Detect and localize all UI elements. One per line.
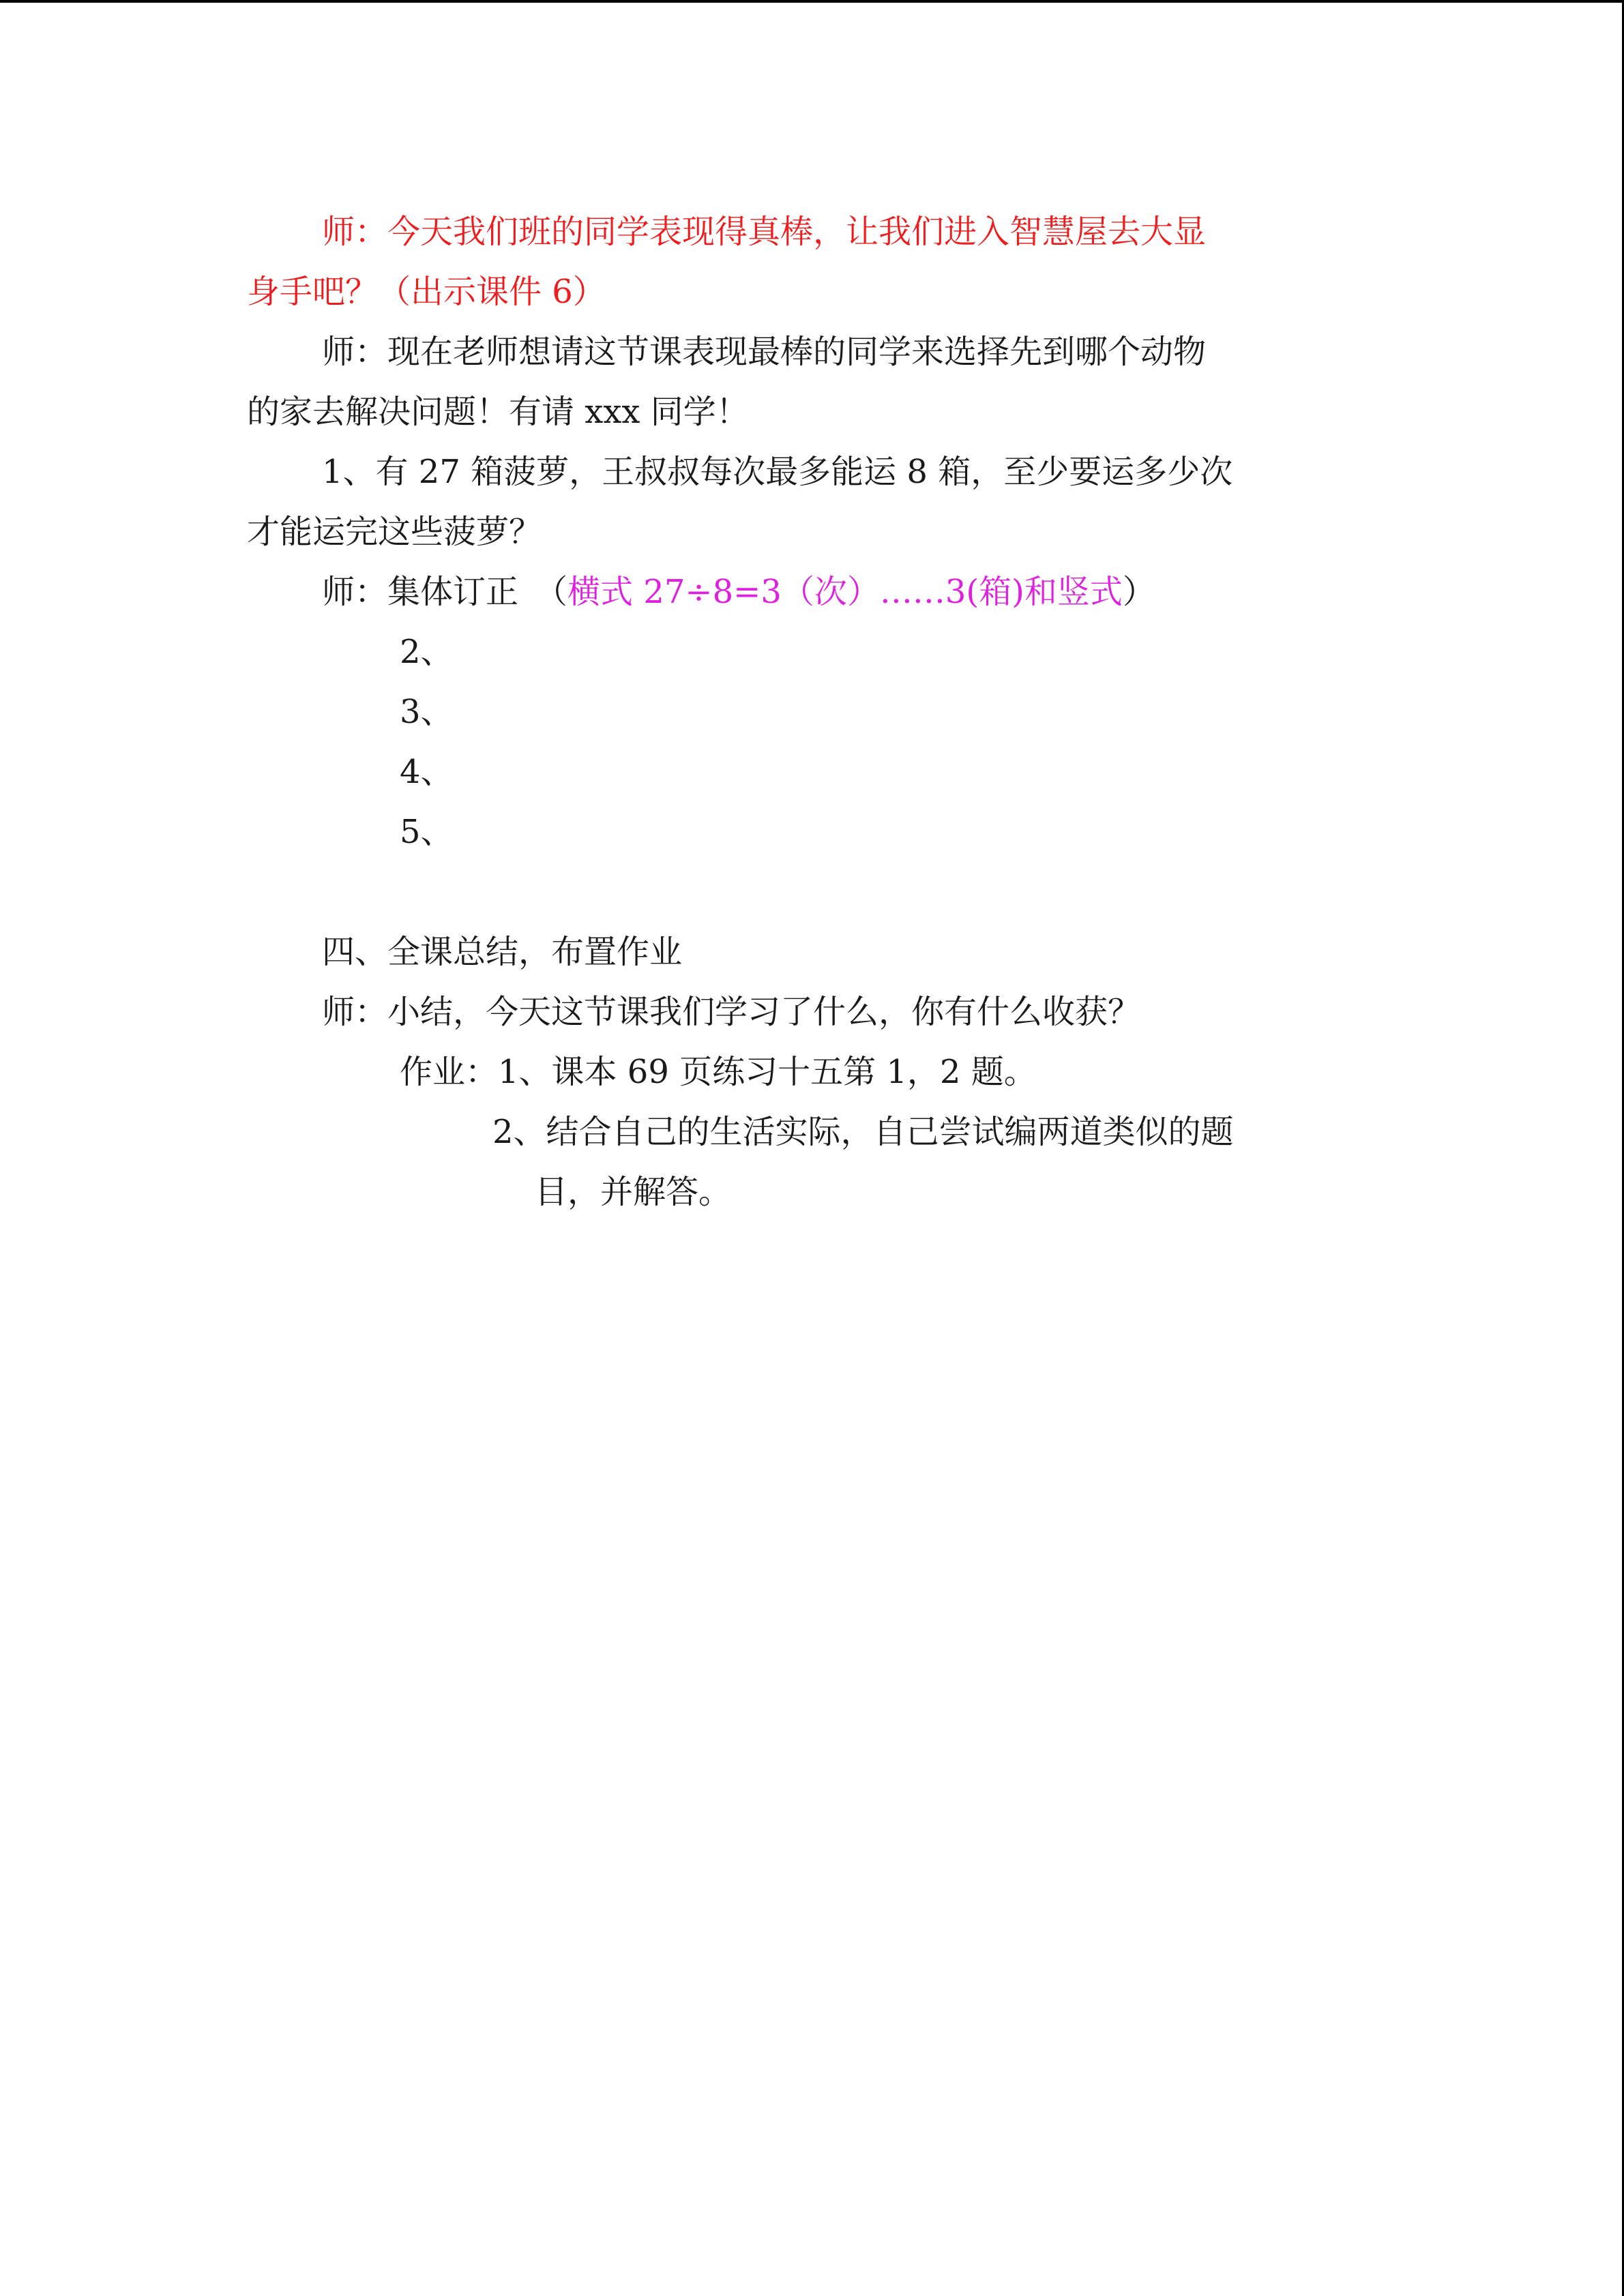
teacher-intro-line2: 身手吧？（出示课件 6） xyxy=(247,273,606,311)
problem-1-line1: 1、有 27 箱菠萝，王叔叔每次最多能运 8 箱，至少要运多少次 xyxy=(322,453,1233,491)
teacher-invite-line1: 师：现在老师想请这节课表现最棒的同学来选择先到哪个动物 xyxy=(322,333,1207,371)
summary-heading: 四、全课总结，布置作业 xyxy=(322,933,683,971)
document-body xyxy=(247,202,1352,1222)
correction-suffix: ） xyxy=(1122,573,1155,611)
problem-1-line2: 才能运完这些菠萝？ xyxy=(247,513,542,551)
correction-line xyxy=(247,562,1352,622)
list-item-5: 5、 xyxy=(400,813,454,851)
teacher-summary: 师：小结，今天这节课我们学习了什么，你有什么收获？ xyxy=(322,993,1141,1031)
correction-answer: 横式 27÷8=3（次）……3(箱)和竖式 xyxy=(567,573,1123,611)
page-top-border xyxy=(0,0,1624,3)
homework-1: 作业：1、课本 69 页练习十五第 1，2 题。 xyxy=(400,1053,1037,1091)
teacher-intro-line1: 师：今天我们班的同学表现得真棒，让我们进入智慧屋去大显 xyxy=(322,213,1207,251)
homework-2-line2: 目，并解答。 xyxy=(535,1173,732,1211)
teacher-invite-line2: 的家去解决问题！有请 xxx 同学！ xyxy=(247,393,749,431)
list-item-3: 3、 xyxy=(400,693,454,731)
list-item-4: 4、 xyxy=(400,753,454,791)
blank-line xyxy=(247,862,1352,922)
list-item-2: 2、 xyxy=(400,633,454,671)
homework-2-line1: 2、结合自己的生活实际，自己尝试编两道类似的题 xyxy=(492,1113,1234,1151)
correction-prefix: 师：集体订正 （ xyxy=(322,573,568,611)
